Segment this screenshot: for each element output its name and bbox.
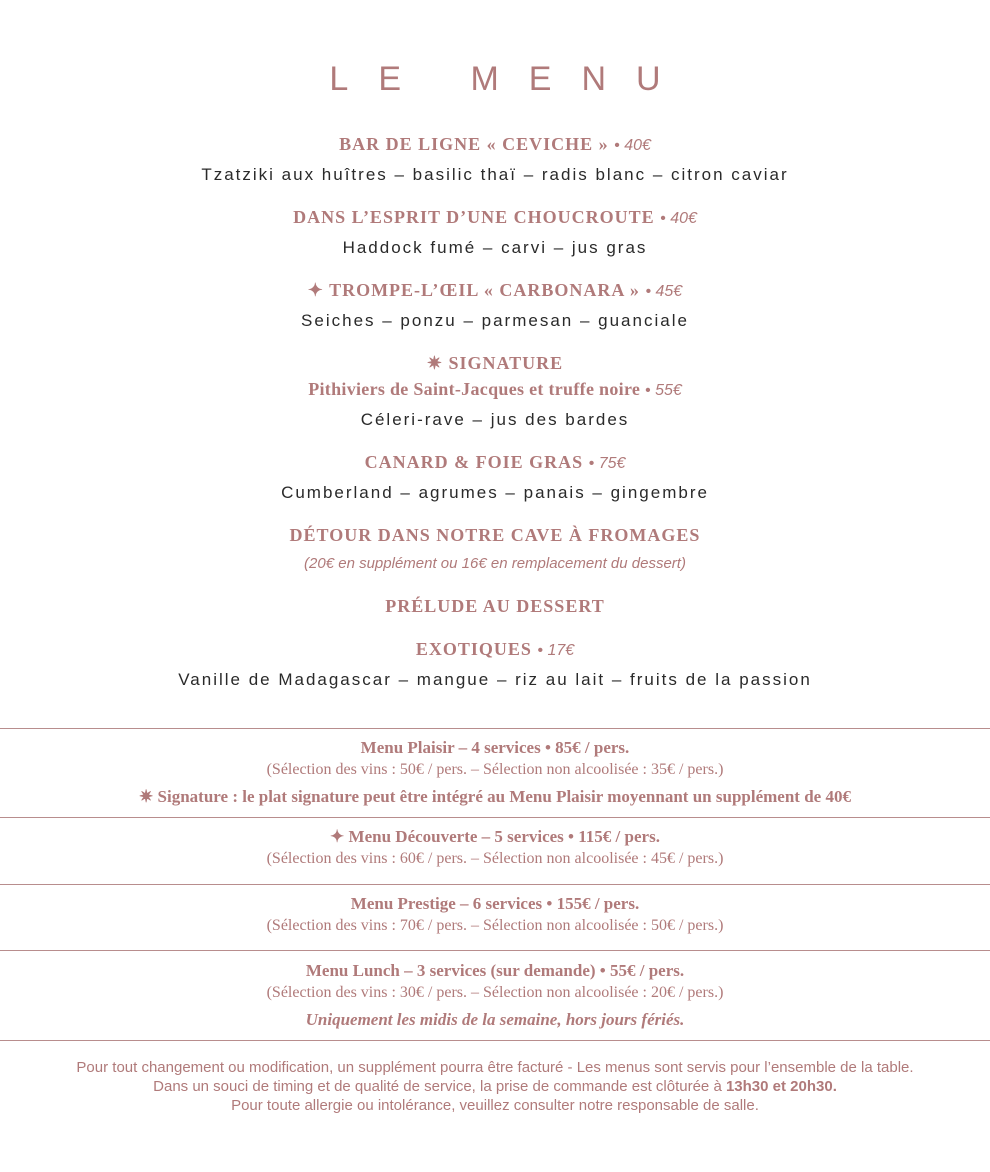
footer xyxy=(0,1058,990,1115)
dish-description: Haddock fumé – carvi – jus gras xyxy=(342,238,648,257)
menu-title: Menu Lunch – 3 services (sur demande) • 55€ / pers. xyxy=(305,961,685,980)
lunch-note: Uniquement les midis de la semaine, hors jours fériés. xyxy=(305,1010,685,1029)
dish-title: ✦ TROMPE-L’ŒIL « CARBONARA » • 45€ xyxy=(307,280,683,300)
dish-note: (20€ en supplément ou 16€ en remplacement du dessert) xyxy=(304,555,686,572)
wine-pairing: (Sélection des vins : 70€ / pers. – Sélection non alcoolisée : 50€ / pers.) xyxy=(266,917,724,934)
menu-title: Menu Plaisir – 4 services • 85€ / pers. xyxy=(360,738,630,757)
dish-description: Vanille de Madagascar – mangue – riz au lait – fruits de la passion xyxy=(178,670,812,689)
footer-line: Dans un souci de timing et de qualité de service, la prise de commande est clôturée à 13h30 et 20h30. xyxy=(153,1078,837,1095)
menu-title: Menu Prestige – 6 services • 155€ / pers. xyxy=(350,894,640,913)
asterisk-icon: ✷ xyxy=(426,353,443,373)
wine-pairing: (Sélection des vins : 30€ / pers. – Sélection non alcoolisée : 20€ / pers.) xyxy=(266,984,724,1001)
footer-line: Pour toute allergie ou intolérance, veuillez consulter notre responsable de salle. xyxy=(231,1097,759,1114)
dish-title: DÉTOUR DANS NOTRE CAVE À FROMAGES xyxy=(289,525,701,545)
dish-description: Seiches – ponzu – parmesan – guanciale xyxy=(301,311,689,330)
divider xyxy=(0,950,990,951)
dish-description: Cumberland – agrumes – panais – gingembre xyxy=(281,483,709,502)
dish-description: Tzatziki aux huîtres – basilic thaï – radis blanc – citron caviar xyxy=(201,165,789,184)
signature-label: ✷ SIGNATURE xyxy=(426,353,564,373)
dish-title: PRÉLUDE AU DESSERT xyxy=(385,596,605,616)
menu-title: ✦ Menu Découverte – 5 services • 115€ / pers. xyxy=(330,827,660,846)
page-title: LE MENU xyxy=(329,60,691,98)
dish-title: DANS L’ESPRIT D’UNE CHOUCROUTE • 40€ xyxy=(293,207,697,227)
divider xyxy=(0,728,990,729)
wine-pairing: (Sélection des vins : 60€ / pers. – Sélection non alcoolisée : 45€ / pers.) xyxy=(266,850,724,867)
divider xyxy=(0,817,990,818)
footer-line: Pour tout changement ou modification, un supplément pourra être facturé - Les menus sont servis pour l’ensemble de la table. xyxy=(76,1059,914,1076)
divider xyxy=(0,1040,990,1041)
divider xyxy=(0,884,990,885)
dish-title: CANARD & FOIE GRAS • 75€ xyxy=(364,452,626,472)
signature-note: ✷ Signature : le plat signature peut être intégré au Menu Plaisir moyennant un supplément de 40€ xyxy=(139,787,851,806)
dish-title: EXOTIQUES • 17€ xyxy=(415,639,575,659)
dish-title: Pithiviers de Saint-Jacques et truffe noire • 55€ xyxy=(308,379,682,399)
dish-title: BAR DE LIGNE « CEVICHE » • 40€ xyxy=(339,134,651,154)
dish-description: Céleri-rave – jus des bardes xyxy=(360,410,630,429)
star-icon: ✦ xyxy=(307,280,324,300)
wine-pairing: (Sélection des vins : 50€ / pers. – Sélection non alcoolisée : 35€ / pers.) xyxy=(266,761,724,778)
